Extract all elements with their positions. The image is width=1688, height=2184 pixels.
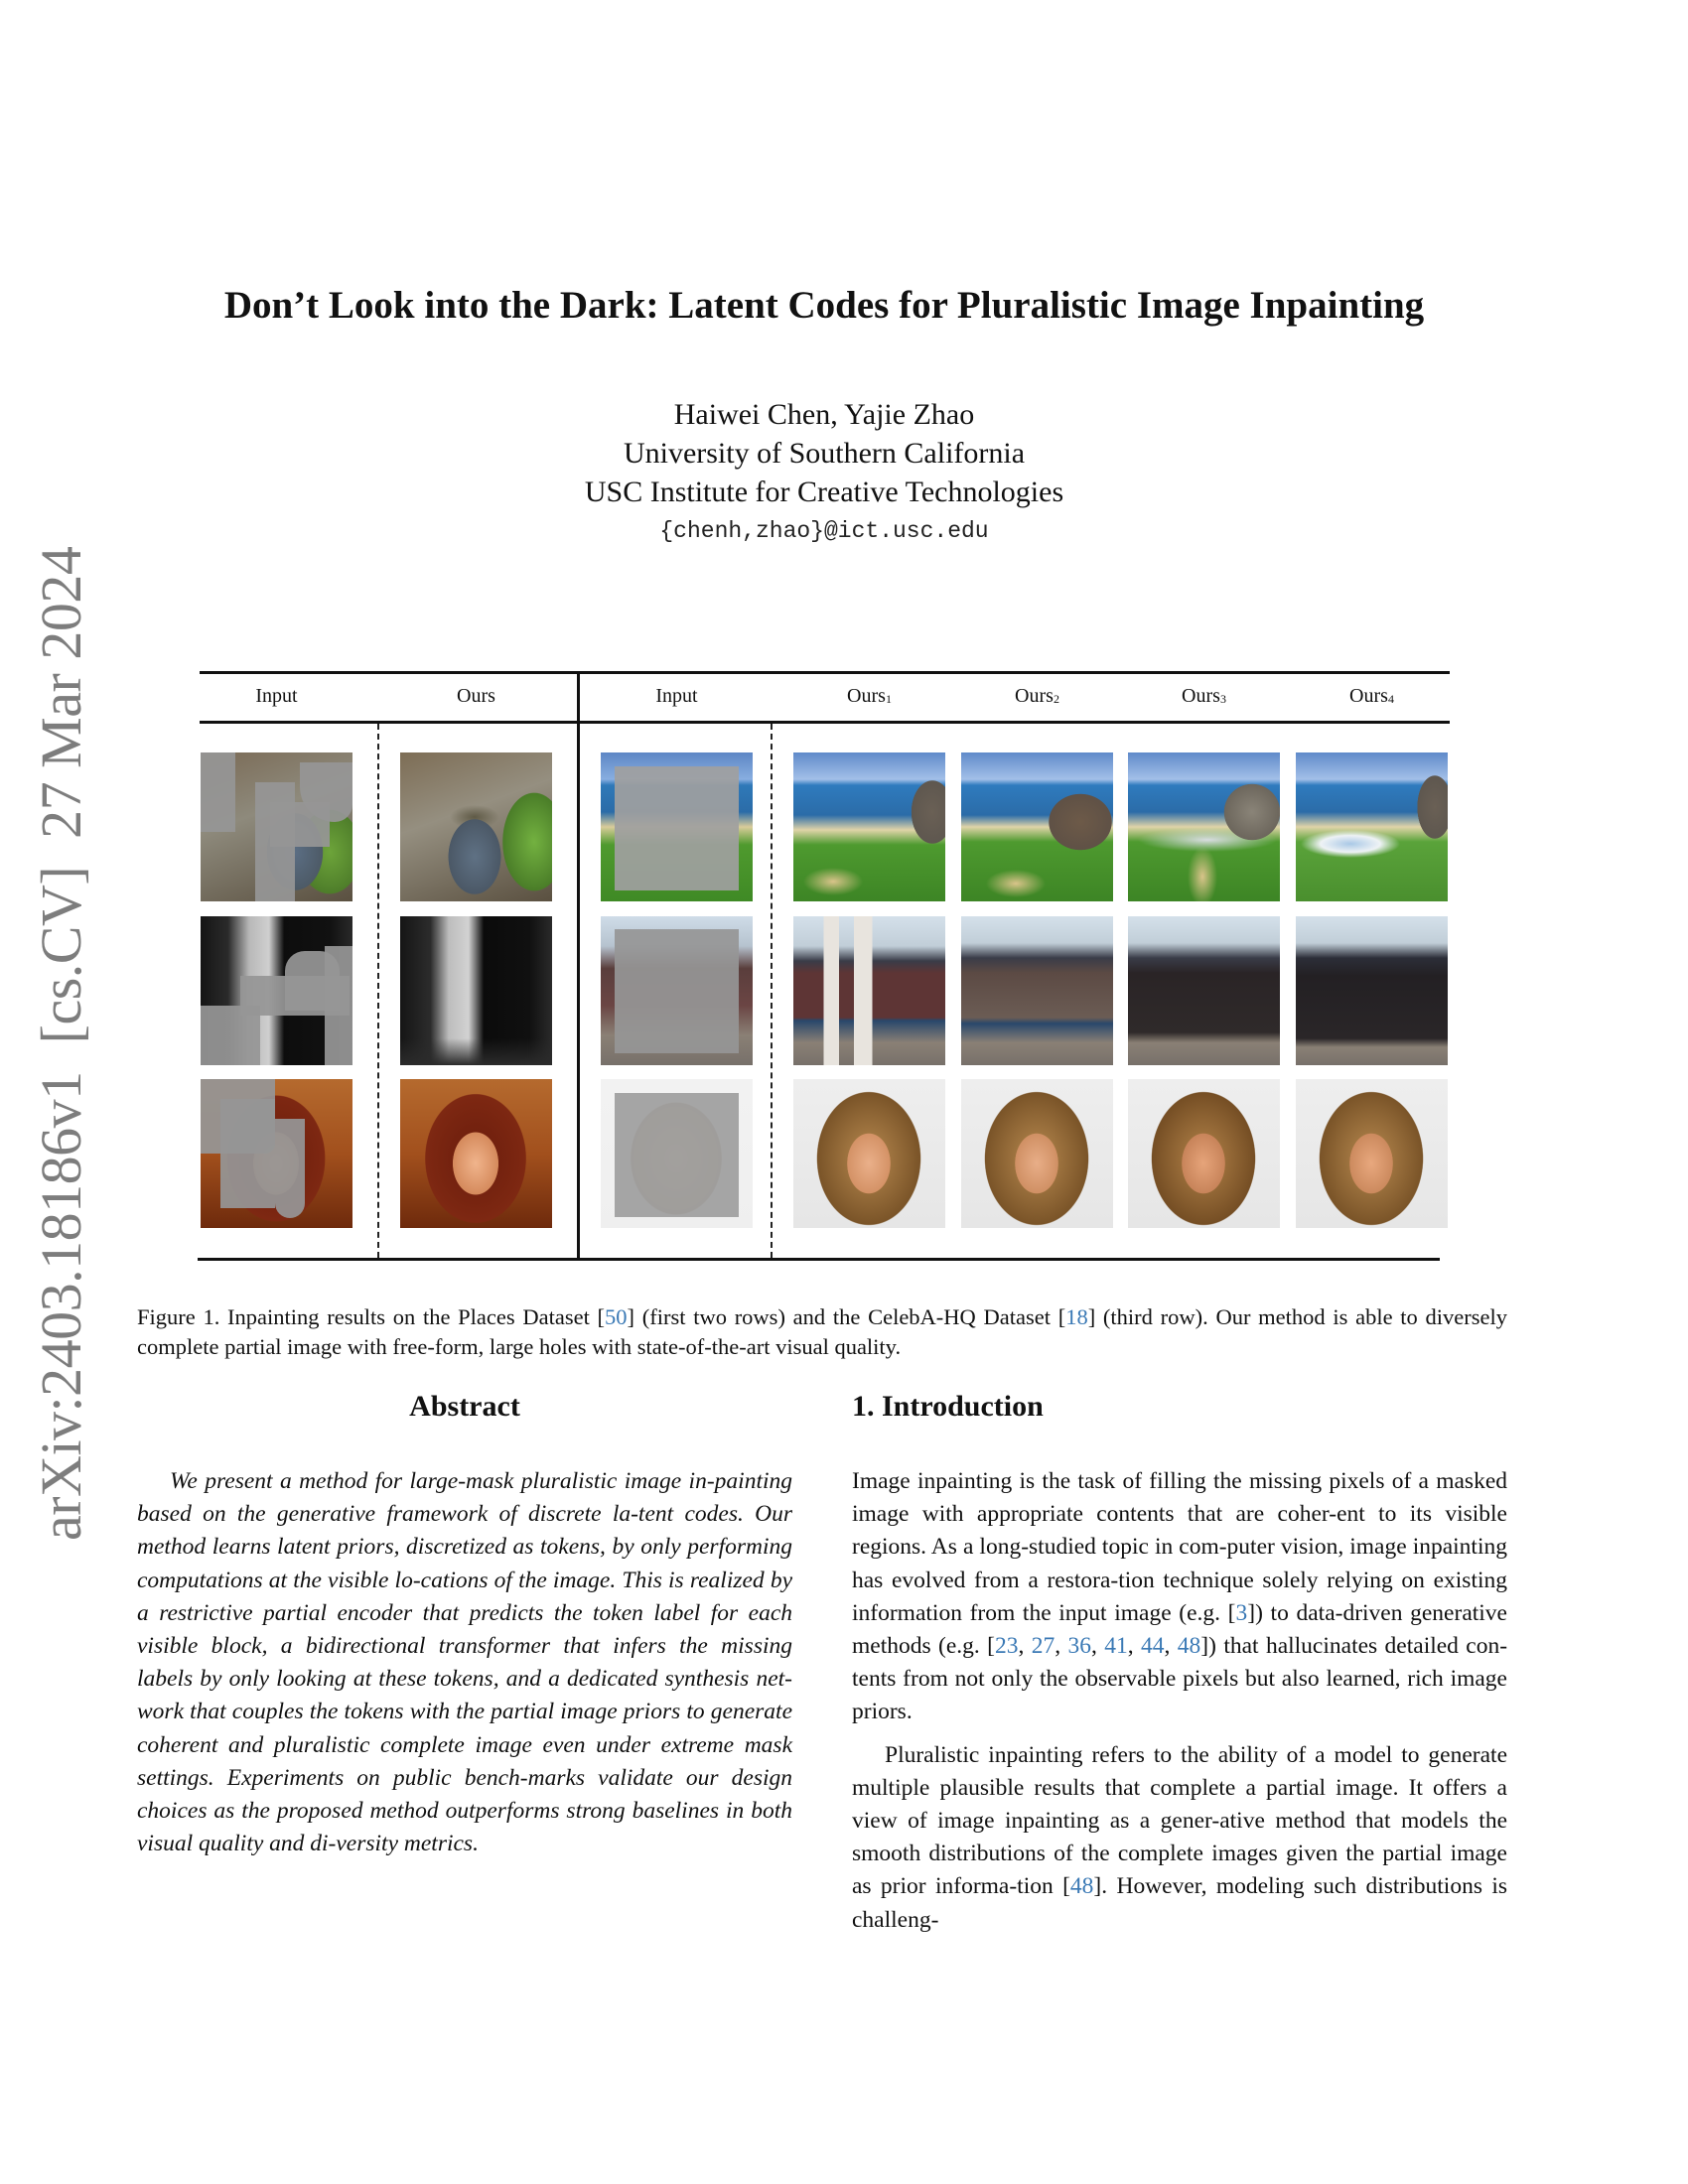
blonde-result-1-image — [793, 1079, 945, 1228]
figure-bottom-rule — [198, 1258, 1440, 1261]
redhead-output-image — [400, 1079, 552, 1228]
redhead-input-image — [201, 1079, 352, 1228]
citation-3[interactable]: 3 — [1235, 1599, 1248, 1626]
cabin-input-image — [601, 916, 753, 1065]
paper-title: Don’t Look into the Dark: Latent Codes for Pluralistic Image Inpainting — [223, 284, 1425, 327]
hallway-output-image — [400, 916, 552, 1065]
garden-input-image — [201, 752, 352, 901]
seaside-result-4-image — [1296, 752, 1448, 901]
citation-18[interactable]: 18 — [1065, 1304, 1088, 1329]
authors: Haiwei Chen, Yajie Zhao — [673, 398, 975, 431]
author-block — [0, 395, 1648, 511]
affiliation-1: University of Southern California — [623, 437, 1026, 470]
arxiv-side-stamp: arXiv:2403.18186v1 [cs.CV] 27 Mar 2024 — [29, 546, 93, 1541]
header-ours-4: Ours$_4$ — [1349, 685, 1394, 707]
seaside-result-2-image — [961, 752, 1113, 901]
affiliation-2: USC Institute for Creative Technologies — [584, 476, 1064, 508]
blonde-result-2-image — [961, 1079, 1113, 1228]
seaside-input-image — [601, 752, 753, 901]
figure-1-caption: Figure 1. Inpainting results on the Places Dataset [50] (first two rows) and the CelebA-HQ Dataset [18] (third row). Our method is able to diversely complete partial image with free-form, large holes with state-of-the-art visual quality. — [137, 1304, 1508, 1359]
abstract-heading: Abstract — [409, 1390, 520, 1423]
blonde-result-3-image — [1128, 1079, 1280, 1228]
figure-header-rule — [200, 721, 1450, 724]
header-input-right: Input — [655, 685, 698, 707]
figure-dashed-divider-right — [771, 724, 773, 1258]
figure-dashed-divider-left — [377, 724, 379, 1258]
hallway-input-image — [201, 916, 352, 1065]
citation-50[interactable]: 50 — [605, 1304, 628, 1329]
introduction-text — [852, 1465, 1507, 1937]
citation-48-b[interactable]: 48 — [1069, 1873, 1094, 1900]
citation-48[interactable]: 48 — [1177, 1633, 1201, 1660]
figure-top-rule — [200, 671, 1450, 674]
blonde-input-image — [601, 1079, 753, 1228]
header-ours-left: Ours — [457, 685, 495, 707]
seaside-result-1-image — [793, 752, 945, 901]
header-ours-3: Ours$_3$ — [1182, 685, 1226, 707]
header-ours-2: Ours$_2$ — [1015, 685, 1059, 707]
citation-23[interactable]: 23 — [994, 1633, 1019, 1660]
header-ours-1: Ours$_1$ — [847, 685, 892, 707]
header-input-left: Input — [255, 685, 298, 707]
citation-36[interactable]: 36 — [1067, 1633, 1091, 1660]
cabin-result-2-image — [961, 916, 1113, 1065]
citation-44[interactable]: 44 — [1141, 1633, 1165, 1660]
author-email: {chenh,zhao}@ict.usc.edu — [659, 518, 989, 544]
intro-paragraph-2: Pluralistic inpainting refers to the ability of a model to generate multiple plausible results that complete a partial image. It offers a view of image inpainting as a gener-ative method that models the smooth distributions of the complete images given the partial image as prior informa-tion [48]. However, modeling such distributions is challeng- — [852, 1741, 1507, 1933]
blonde-result-4-image — [1296, 1079, 1448, 1228]
intro-paragraph-1: Image inpainting is the task of filling the missing pixels of a masked image with appropriate contents that are coher-ent to its visible regions. As a long-studied topic in com-puter vision, image inpainting has evolved from a restora-tion technique solely relying on existing information from the input image (e.g. [3]) to data-driven generative methods (e.g. [23, 27, 36, 41, 44, 48]) that hallucinates detailed con-tents from not only the observable pixels but also learned, rich image priors. — [852, 1468, 1508, 1725]
cabin-result-4-image — [1296, 916, 1448, 1065]
citation-27[interactable]: 27 — [1031, 1633, 1055, 1660]
figure-group-divider — [577, 671, 580, 1261]
garden-output-image — [400, 752, 552, 901]
cabin-result-3-image — [1128, 916, 1280, 1065]
citation-41[interactable]: 41 — [1104, 1633, 1128, 1660]
seaside-result-3-image — [1128, 752, 1280, 901]
introduction-heading: 1. Introduction — [852, 1390, 1044, 1423]
abstract-text: We present a method for large-mask pluralistic image in-painting based on the generative framework of discrete la-tent codes. Our method learns latent priors, discretized as tokens, by only performing computations at the visible lo-cations of the image. This is realized by a restrictive partial encoder that predicts the token label for each visible block, a bidirectional transformer that infers the missing labels by only looking at these tokens, and a dedicated synthesis net-work that couples the tokens with the partial image priors to generate coherent and pluralistic complete image even under extreme mask settings. Experiments on public bench-marks validate our design choices as the proposed method outperforms strong baselines in both visual quality and di-versity metrics. — [137, 1468, 792, 1857]
cabin-result-1-image — [793, 916, 945, 1065]
